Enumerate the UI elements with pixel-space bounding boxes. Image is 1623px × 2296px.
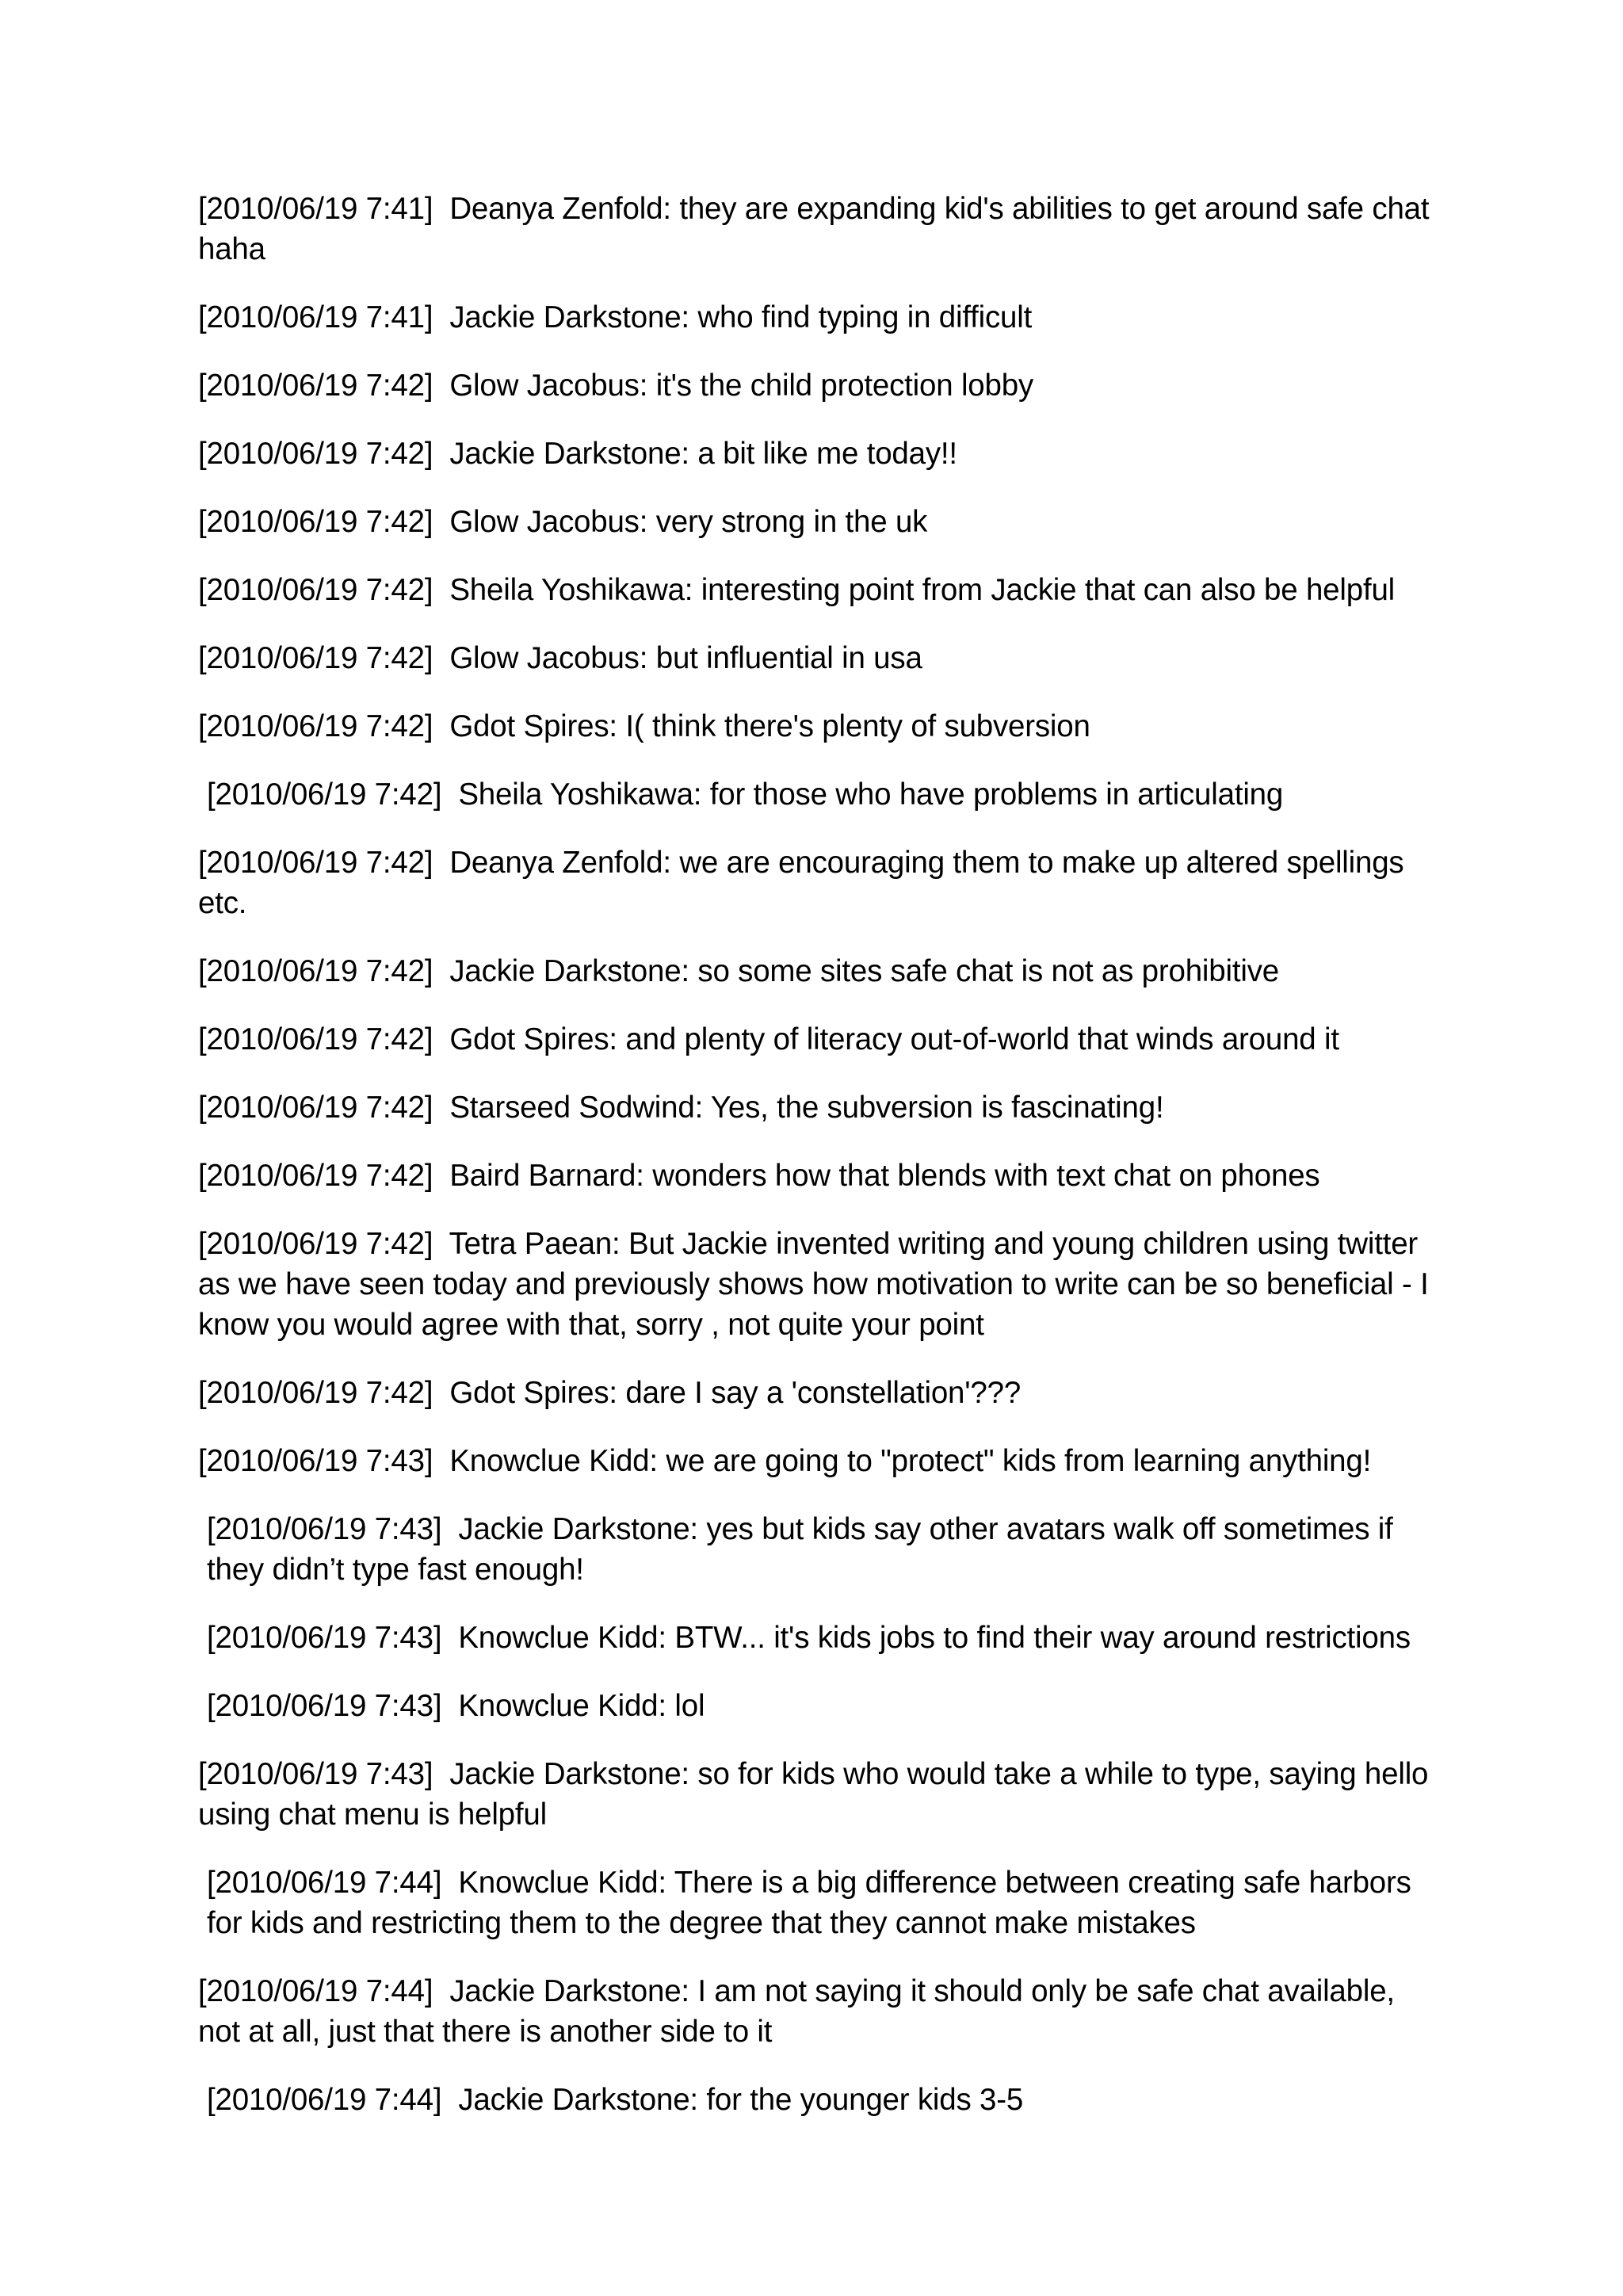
timestamp: [2010/06/19 7:44]	[207, 2083, 442, 2117]
chat-entry: [2010/06/19 7:42] Sheila Yoshikawa: for those who have problems in articulating	[207, 777, 1284, 812]
speaker-name: Knowclue Kidd	[458, 1621, 659, 1655]
message-text: we are going to "protect" kids from learning anything!	[666, 1444, 1372, 1478]
timestamp: [2010/06/19 7:42]	[198, 573, 433, 607]
timestamp: [2010/06/19 7:42]	[198, 954, 433, 988]
message-text: Yes, the subversion is fascinating!	[710, 1091, 1164, 1125]
speaker-name: Jackie Darkstone	[449, 1974, 682, 2008]
chat-entry: [2010/06/19 7:42] Glow Jacobus: very strong in the uk	[198, 505, 928, 539]
speaker-name: Sheila Yoshikawa	[458, 777, 693, 812]
timestamp: [2010/06/19 7:41]	[198, 192, 433, 226]
speaker-name: Jackie Darkstone	[449, 300, 682, 334]
message-text: There is a big difference between creating safe harbors for kids and restricting them to the degree that they cannot make mistakes	[207, 1866, 1411, 1940]
message-text: I( think there's plenty of subversion	[625, 709, 1090, 743]
speaker-name: Deanya Zenfold	[449, 846, 663, 880]
message-text: But Jackie invented writing and young children using twitter as we have seen today and previously shows how motivation to write can be so beneficial - I know you would agree with that, sorry , not quite your point	[198, 1227, 1429, 1342]
speaker-name: Starseed Sodwind	[449, 1091, 695, 1125]
chat-entry: [2010/06/19 7:43] Jackie Darkstone: so for kids who would take a while to type, saying hello using chat menu is helpful	[198, 1757, 1429, 1832]
timestamp: [2010/06/19 7:43]	[207, 1621, 442, 1655]
speaker-name: Knowclue Kidd	[449, 1444, 650, 1478]
speaker-name: Glow Jacobus	[449, 369, 640, 403]
message-text: lol	[674, 1689, 705, 1723]
message-text: who find typing in difficult	[697, 300, 1033, 334]
speaker-name: Glow Jacobus	[449, 505, 640, 539]
timestamp: [2010/06/19 7:42]	[198, 505, 433, 539]
message-text: for those who have problems in articulating	[709, 777, 1284, 812]
chat-entry: [2010/06/19 7:41] Jackie Darkstone: who find typing in difficult	[198, 300, 1033, 334]
speaker-name: Tetra Paean	[449, 1227, 613, 1261]
message-text: dare I say a 'constellation'???	[625, 1376, 1022, 1410]
speaker-name: Jackie Darkstone	[458, 2083, 690, 2117]
timestamp: [2010/06/19 7:42]	[207, 777, 442, 812]
message-text: a bit like me today!!	[697, 437, 957, 471]
chat-entry: [2010/06/19 7:42] Jackie Darkstone: a bit like me today!!	[198, 437, 957, 471]
chat-entry: [2010/06/19 7:43] Knowclue Kidd: lol	[207, 1689, 705, 1723]
speaker-name: Glow Jacobus	[449, 641, 640, 675]
speaker-name: Gdot Spires	[449, 1022, 609, 1056]
chat-entry: [2010/06/19 7:44] Jackie Darkstone: I am not saying it should only be safe chat available, not at all, just that there is another side to it	[198, 1974, 1395, 2049]
message-text: BTW... it's kids jobs to find their way around restrictions	[674, 1621, 1411, 1655]
message-text: interesting point from Jackie that can also be helpful	[701, 573, 1396, 607]
message-text: they are expanding kid's abilities to get around safe chat haha	[198, 192, 1430, 266]
chat-entry: [2010/06/19 7:44] Knowclue Kidd: There is a big difference between creating safe harbors for kids and restricting them to the degree that they cannot make mistakes	[207, 1866, 1411, 1940]
timestamp: [2010/06/19 7:44]	[207, 1866, 442, 1900]
chat-entry: [2010/06/19 7:44] Jackie Darkstone: for the younger kids 3-5	[207, 2083, 1024, 2117]
chat-entry: [2010/06/19 7:43] Knowclue Kidd: we are going to "protect" kids from learning anything!	[198, 1444, 1372, 1478]
timestamp: [2010/06/19 7:44]	[198, 1974, 433, 2008]
speaker-name: Knowclue Kidd	[458, 1866, 659, 1900]
message-text: yes but kids say other avatars walk off sometimes if they didn’t type fast enough!	[207, 1512, 1393, 1587]
speaker-name: Gdot Spires	[449, 1376, 609, 1410]
timestamp: [2010/06/19 7:42]	[198, 1376, 433, 1410]
chat-entry: [2010/06/19 7:42] Baird Barnard: wonders how that blends with text chat on phones	[198, 1159, 1320, 1193]
timestamp: [2010/06/19 7:42]	[198, 1022, 433, 1056]
message-text: very strong in the uk	[655, 505, 928, 539]
speaker-name: Gdot Spires	[449, 709, 609, 743]
timestamp: [2010/06/19 7:42]	[198, 437, 433, 471]
chat-entry: [2010/06/19 7:42] Glow Jacobus: it's the child protection lobby	[198, 369, 1033, 403]
speaker-name: Knowclue Kidd	[458, 1689, 659, 1723]
speaker-name: Jackie Darkstone	[449, 437, 682, 471]
speaker-name: Jackie Darkstone	[449, 954, 682, 988]
chat-entry: [2010/06/19 7:42] Tetra Paean: But Jackie invented writing and young children using twitter as we have seen today and previously shows how motivation to write can be so beneficial - I know you would agree with that, sorry , not quite your point	[198, 1227, 1429, 1342]
chat-entry: [2010/06/19 7:42] Glow Jacobus: but influential in usa	[198, 641, 922, 675]
message-text: it's the child protection lobby	[655, 369, 1033, 403]
chat-entry: [2010/06/19 7:42] Deanya Zenfold: we are encouraging them to make up altered spellings etc.	[198, 846, 1404, 920]
timestamp: [2010/06/19 7:43]	[198, 1757, 433, 1791]
message-text: for the younger kids 3-5	[706, 2083, 1024, 2117]
chat-entry: [2010/06/19 7:43] Knowclue Kidd: BTW... it's kids jobs to find their way around restrictions	[207, 1621, 1411, 1655]
timestamp: [2010/06/19 7:43]	[198, 1444, 433, 1478]
timestamp: [2010/06/19 7:42]	[198, 1159, 433, 1193]
chat-entry: [2010/06/19 7:42] Gdot Spires: I( think there's plenty of subversion	[198, 709, 1090, 743]
chat-entry: [2010/06/19 7:42] Jackie Darkstone: so some sites safe chat is not as prohibitive	[198, 954, 1279, 988]
message-text: I am not saying it should only be safe chat available, not at all, just that there is another side to it	[198, 1974, 1395, 2049]
message-text: wonders how that blends with text chat on phones	[652, 1159, 1320, 1193]
chat-entry: [2010/06/19 7:42] Starseed Sodwind: Yes, the subversion is fascinating!	[198, 1091, 1164, 1125]
timestamp: [2010/06/19 7:42]	[198, 369, 433, 403]
chat-entry: [2010/06/19 7:42] Gdot Spires: dare I say a 'constellation'???	[198, 1376, 1022, 1410]
chat-entry: [2010/06/19 7:43] Jackie Darkstone: yes but kids say other avatars walk off sometimes if they didn’t type fast enough!	[207, 1512, 1393, 1587]
timestamp: [2010/06/19 7:43]	[207, 1512, 442, 1546]
timestamp: [2010/06/19 7:42]	[198, 641, 433, 675]
speaker-name: Baird Barnard	[449, 1159, 636, 1193]
timestamp: [2010/06/19 7:42]	[198, 846, 433, 880]
speaker-name: Jackie Darkstone	[449, 1757, 682, 1791]
timestamp: [2010/06/19 7:41]	[198, 300, 433, 334]
timestamp: [2010/06/19 7:42]	[198, 1091, 433, 1125]
timestamp: [2010/06/19 7:42]	[198, 709, 433, 743]
message-text: we are encouraging them to make up altered spellings etc.	[198, 846, 1404, 920]
chat-transcript	[198, 189, 1442, 2148]
timestamp: [2010/06/19 7:42]	[198, 1227, 433, 1261]
chat-entry: [2010/06/19 7:42] Sheila Yoshikawa: interesting point from Jackie that can also be helpful	[198, 573, 1396, 607]
message-text: but influential in usa	[655, 641, 922, 675]
chat-entry: [2010/06/19 7:41] Deanya Zenfold: they are expanding kid's abilities to get around safe chat haha	[198, 192, 1430, 266]
message-text: and plenty of literacy out-of-world that winds around it	[625, 1022, 1339, 1056]
message-text: so for kids who would take a while to type, saying hello using chat menu is helpful	[198, 1757, 1429, 1832]
speaker-name: Jackie Darkstone	[458, 1512, 690, 1546]
message-text: so some sites safe chat is not as prohibitive	[697, 954, 1279, 988]
timestamp: [2010/06/19 7:43]	[207, 1689, 442, 1723]
speaker-name: Deanya Zenfold	[449, 192, 663, 226]
speaker-name: Sheila Yoshikawa	[449, 573, 685, 607]
chat-entry: [2010/06/19 7:42] Gdot Spires: and plenty of literacy out-of-world that winds around it	[198, 1022, 1339, 1056]
